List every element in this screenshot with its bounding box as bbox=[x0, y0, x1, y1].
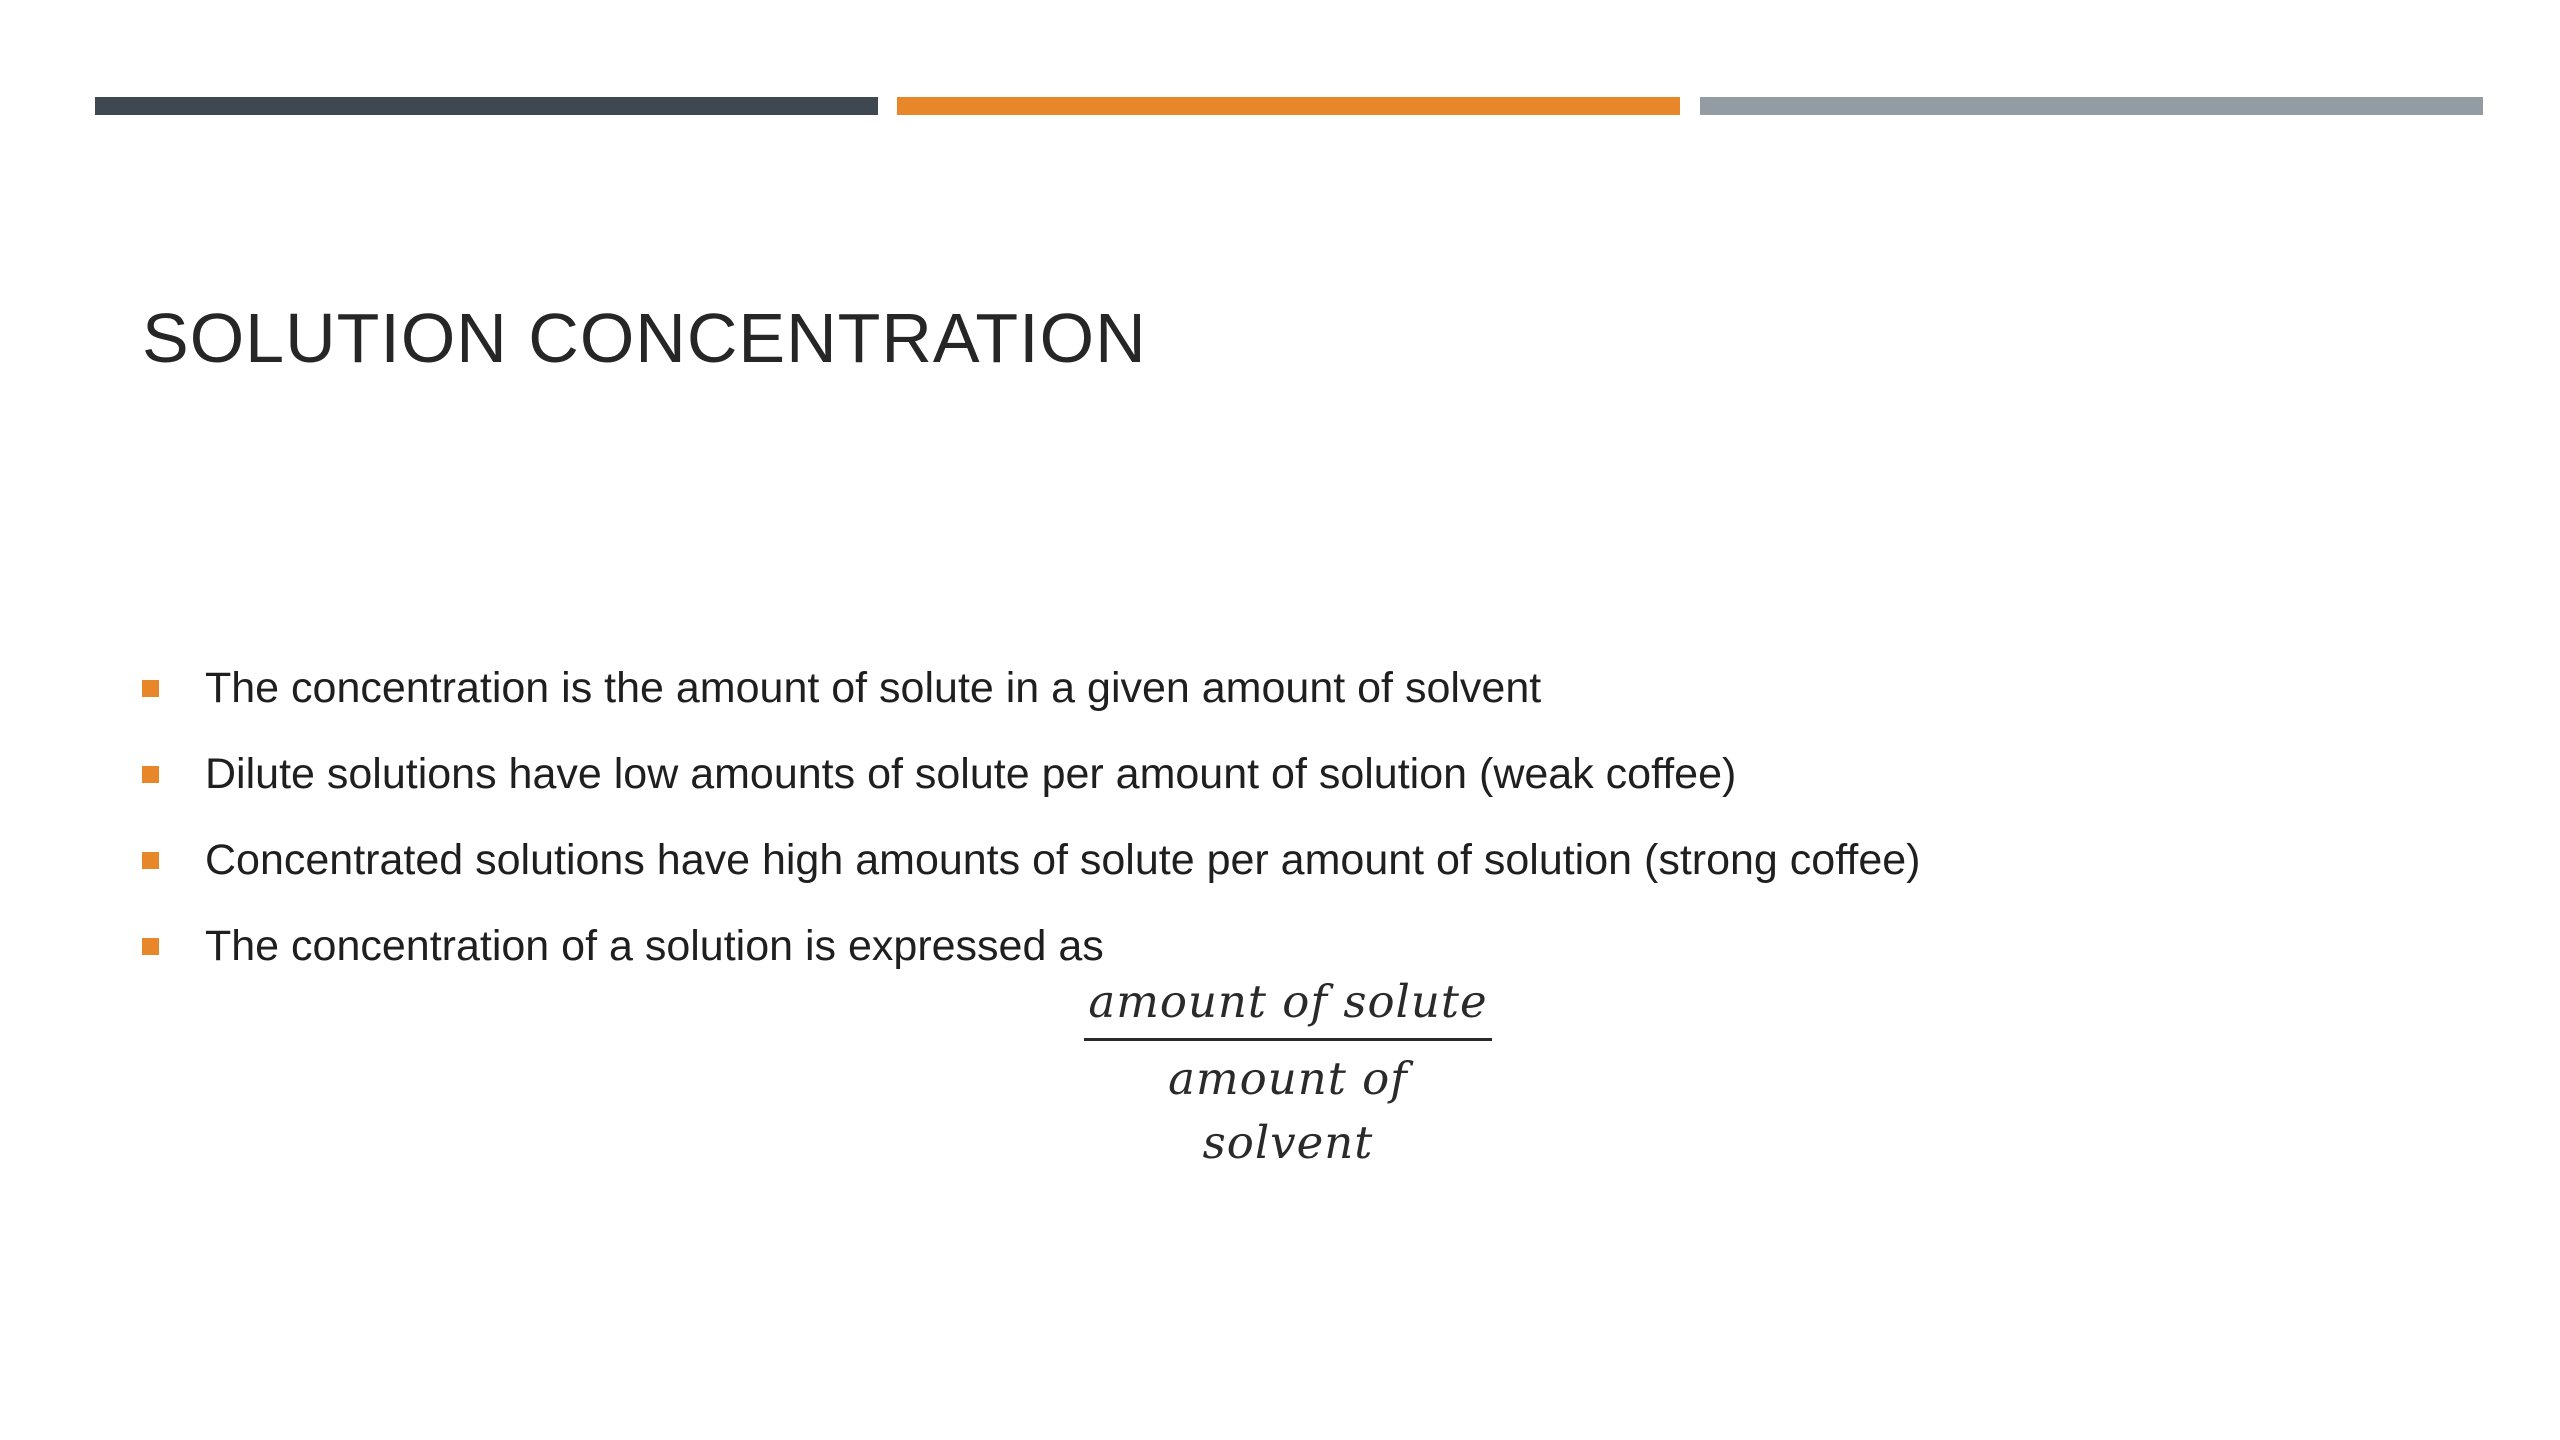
bullet-text: The concentration of a solution is expressed as bbox=[205, 921, 1104, 970]
bullet-text: Dilute solutions have low amounts of solute per amount of solution (weak coffee) bbox=[205, 749, 1737, 798]
bullet-item bbox=[142, 903, 1920, 989]
bullet-item bbox=[142, 645, 1920, 731]
bullet-text: Concentrated solutions have high amounts of solute per amount of solution (strong coffee) bbox=[205, 835, 1921, 884]
concentration-formula bbox=[1084, 970, 1492, 1169]
fraction-bar bbox=[1084, 1038, 1492, 1041]
formula-numerator: amount of solute bbox=[1088, 975, 1488, 1028]
slide-title: SOLUTION CONCENTRATION bbox=[142, 299, 1147, 377]
accent-bar-orange bbox=[897, 97, 1680, 115]
accent-bar-dark bbox=[95, 97, 878, 115]
bullet-list bbox=[142, 645, 1920, 989]
accent-bar-gray bbox=[1700, 97, 2483, 115]
bullet-item bbox=[142, 731, 1920, 817]
square-bullet-icon bbox=[142, 680, 159, 697]
formula-denominator: amount of solvent bbox=[1168, 1052, 1408, 1169]
square-bullet-icon bbox=[142, 766, 159, 783]
bullet-text: The concentration is the amount of solute in a given amount of solvent bbox=[205, 663, 1542, 712]
bullet-item bbox=[142, 817, 1920, 903]
square-bullet-icon bbox=[142, 938, 159, 955]
square-bullet-icon bbox=[142, 852, 159, 869]
